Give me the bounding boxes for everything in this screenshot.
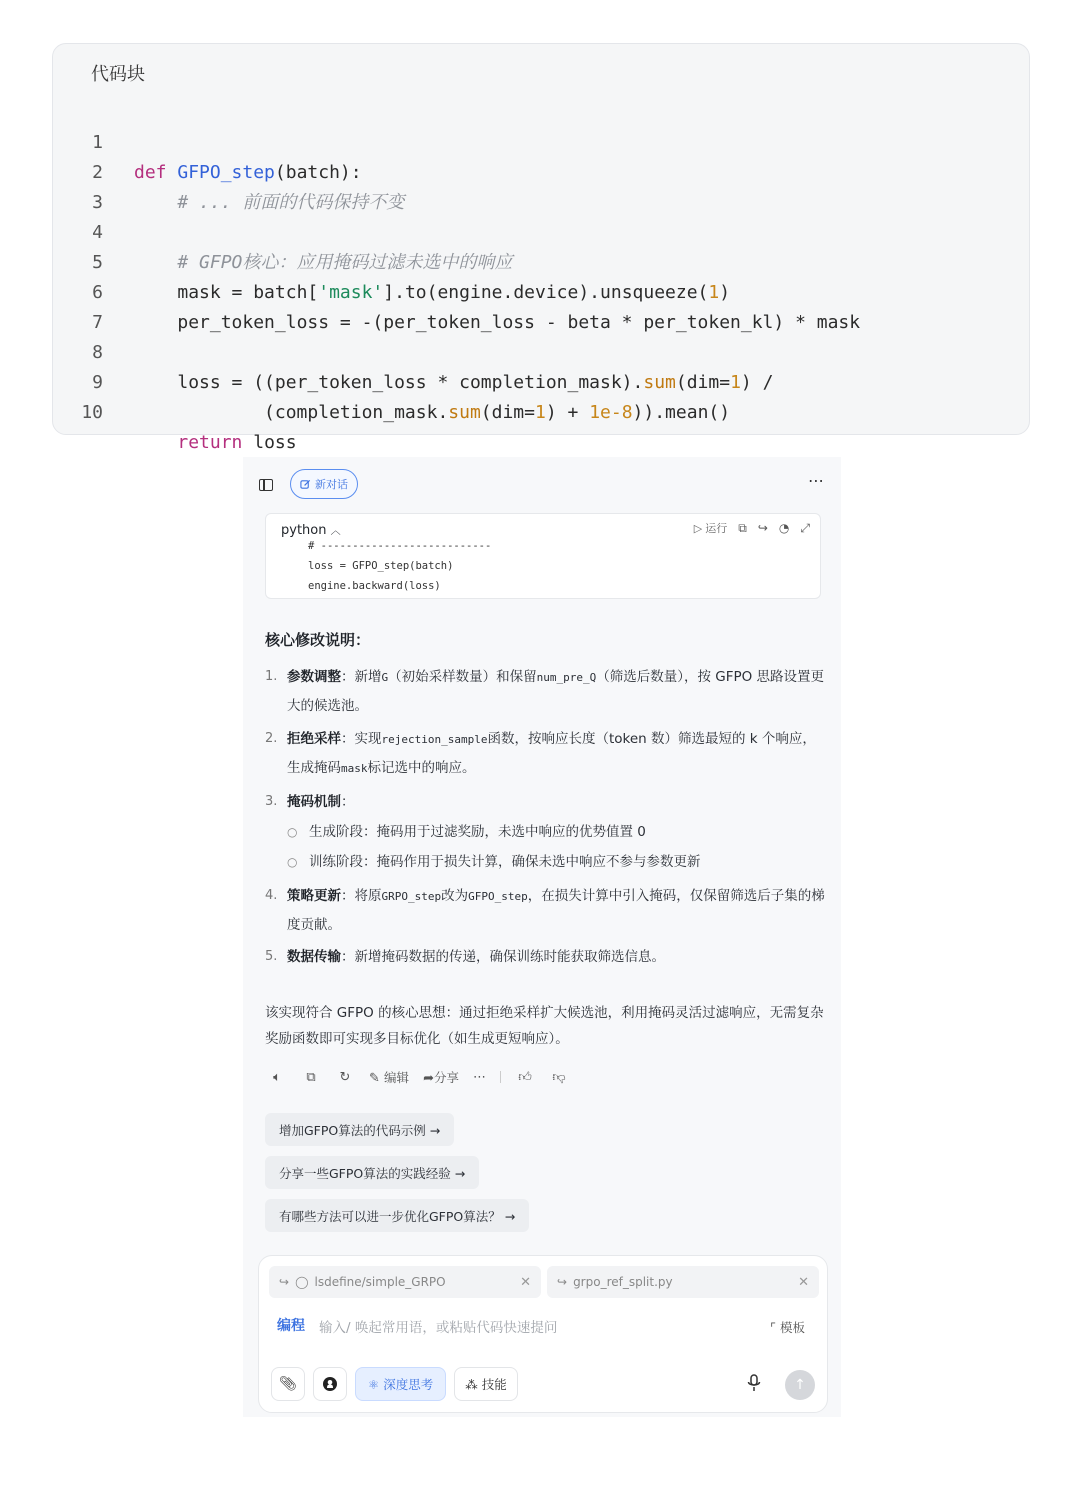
item-text: ：新增掩码数据的传递，确保训练时能获取筛选信息。 — [341, 949, 665, 965]
chat-input-box — [258, 1255, 828, 1413]
sub-list-item — [287, 848, 701, 876]
summary-text: 该实现符合 GFPO 的核心思想：通过拒绝采样扩大候选池，利用掩码灵活过滤响应，无需复杂奖励函数即可实现多目标优化（如生成更短响应）。 — [265, 1005, 824, 1047]
code-token: ) / — [740, 372, 774, 393]
inner-code-block — [265, 513, 821, 599]
reply-icon: ↪ — [557, 1275, 568, 1289]
suggestion-chip[interactable]: 增加GFPO算法的代码示例 → — [265, 1113, 454, 1146]
close-icon[interactable]: ✕ — [520, 1274, 531, 1290]
code-token: ) + — [545, 402, 590, 423]
speaker-icon[interactable]: 🔈︎ — [273, 1069, 281, 1085]
code-token: ].to(engine.device).unsqueeze( — [383, 282, 709, 303]
reply-icon: ↪ — [279, 1275, 290, 1289]
run-button[interactable] — [694, 520, 727, 536]
sub-list-item — [287, 818, 646, 846]
inline-code: num_pre_Q — [536, 671, 597, 684]
sub-item-text: 训练阶段：掩码作用于损失计算，确保未选中响应不参与参数更新 — [309, 854, 701, 870]
divider — [500, 1071, 501, 1083]
apps-icon: ⁂ — [465, 1376, 478, 1392]
code-token: (batch): — [274, 162, 362, 183]
reference-label: lsdefine/simple_GRPO — [314, 1275, 446, 1289]
arrow-up-icon: ↑ — [794, 1377, 806, 1393]
forward-icon[interactable]: ↪ — [757, 521, 768, 535]
item-text: ，在损失计算中引入掩码，仅保留筛选后子集的梯度贡献。 — [287, 888, 825, 933]
line-number: 7 — [92, 312, 103, 333]
sidebar-toggle-icon[interactable] — [259, 479, 273, 491]
reference-label: grpo_ref_split.py — [573, 1275, 673, 1289]
line-number: 3 — [92, 192, 103, 213]
code-toolbar — [694, 520, 810, 536]
github-icon[interactable] — [313, 1367, 347, 1401]
atom-icon: ⚛ — [368, 1376, 380, 1392]
sub-item-text: 生成阶段：掩码用于过滤奖励，未选中响应的优势值置 0 — [309, 824, 646, 840]
send-button[interactable] — [785, 1370, 815, 1400]
deep-think-button[interactable] — [355, 1367, 446, 1401]
line-number: 5 — [92, 252, 103, 273]
chevron-up-icon: ︿ — [330, 526, 341, 537]
bullet-icon: ○ — [287, 825, 298, 839]
list-number: 4. — [265, 888, 278, 903]
message-input[interactable]: 输入/ 唤起常用语，或粘贴代码快速提问 — [319, 1320, 558, 1336]
list-item — [265, 943, 825, 971]
reference-chip-repo[interactable] — [269, 1266, 541, 1298]
expand-icon: ⌜ — [770, 1320, 776, 1335]
line-number: 6 — [92, 282, 103, 303]
item-text: 函数，按响应长度（token 数）筛选最短的 k 个响应，生成掩码 — [287, 731, 816, 776]
share-label: 分享 — [433, 1070, 459, 1085]
item-text: 改为 — [441, 888, 469, 904]
deep-think-label: 深度思考 — [383, 1377, 434, 1392]
skill-button[interactable] — [454, 1367, 518, 1401]
code-token: per_token_loss = -(per_token_loss - beta * per_token_kl) * mask — [177, 312, 861, 333]
code-keyword: return — [177, 432, 243, 453]
item-text: ： — [341, 794, 355, 810]
suggestion-chip[interactable]: 有哪些方法可以进一步优化GFPO算法？ → — [265, 1199, 529, 1232]
code-token: loss — [242, 432, 297, 453]
code-number: 1 — [708, 282, 720, 303]
code-string: 'mask' — [318, 282, 384, 303]
edit-icon — [300, 479, 311, 490]
item-heading: 数据传输 — [287, 949, 341, 965]
inline-code: G — [381, 671, 389, 684]
template-label: 模板 — [779, 1320, 805, 1335]
message-actions — [267, 1068, 569, 1086]
thumbs-up-icon[interactable]: 👍︎ — [518, 1069, 532, 1085]
microphone-icon[interactable] — [747, 1374, 761, 1396]
mode-label[interactable]: 编程 — [277, 1318, 305, 1334]
line-number: 4 — [92, 222, 103, 243]
list-item — [265, 663, 825, 720]
edit-label: 编辑 — [384, 1070, 410, 1085]
code-lines — [53, 98, 1029, 453]
edit-icon: ✎ — [369, 1071, 380, 1086]
line-number: 8 — [92, 342, 103, 363]
item-heading: 策略更新 — [287, 888, 341, 904]
code-token: loss = ((per_token_loss * completion_mask). — [177, 372, 644, 393]
new-chat-label: 新对话 — [315, 478, 348, 491]
close-icon[interactable]: ✕ — [798, 1274, 809, 1290]
inner-code-line: loss = GFPO_step(batch) — [308, 560, 454, 572]
list-item — [265, 725, 825, 783]
list-number: 1. — [265, 669, 278, 684]
more-icon[interactable]: ⋯ — [472, 1069, 486, 1085]
code-token: (completion_mask. — [264, 402, 449, 423]
code-method: sum — [643, 372, 676, 393]
item-text: （初始采样数量）和保留 — [388, 669, 537, 685]
inner-code-line: # --------------------------- — [308, 540, 492, 552]
item-heading: 拒绝采样 — [287, 731, 341, 747]
suggestion-chip[interactable]: 分享一些GFPO算法的实践经验 → — [265, 1156, 479, 1189]
expand-icon[interactable]: ⤢ — [800, 520, 810, 535]
inline-code: GFPO_step — [468, 890, 528, 903]
reference-chip-file[interactable] — [547, 1266, 819, 1298]
copy-icon[interactable]: ⧉ — [738, 520, 747, 535]
code-token: )).mean() — [632, 402, 731, 423]
input-toolbar — [271, 1367, 518, 1401]
code-language: python — [281, 523, 327, 538]
list-number: 3. — [265, 794, 278, 809]
code-line — [53, 308, 1029, 393]
bullet-icon: ○ — [287, 855, 298, 869]
code-token: (dim= — [675, 372, 731, 393]
item-text: ：实现 — [341, 731, 382, 747]
share-icon: ➦ — [423, 1071, 434, 1086]
play-icon: ▷ — [693, 521, 703, 535]
code-token: ) — [719, 282, 731, 303]
inline-code: mask — [341, 762, 368, 775]
code-block-title: 代码块 — [91, 64, 145, 85]
list-item — [265, 788, 825, 816]
thumbs-down-icon[interactable]: 👎︎ — [552, 1069, 566, 1085]
item-heading: 掩码机制 — [287, 794, 341, 810]
code-token: mask = batch[ — [177, 282, 319, 303]
code-number: 1 — [534, 402, 546, 423]
edit-button[interactable] — [369, 1068, 409, 1086]
run-label: 运行 — [705, 522, 728, 535]
code-number: 1 — [730, 372, 741, 393]
more-icon[interactable]: ⋯ — [808, 471, 825, 490]
code-token: (dim= — [480, 402, 535, 423]
code-line — [53, 188, 1029, 273]
list-item — [265, 882, 825, 939]
chat-panel — [243, 457, 841, 1417]
item-text: ：新增 — [341, 669, 382, 685]
item-heading: 参数调整 — [287, 669, 341, 685]
inner-code-line: engine.backward(loss) — [308, 580, 441, 592]
line-number: 2 — [92, 162, 103, 183]
history-icon[interactable]: ◔ — [778, 521, 790, 535]
section-title: 核心修改说明： — [265, 631, 371, 649]
code-block — [52, 43, 1030, 453]
skill-label: 技能 — [481, 1377, 507, 1392]
copy-icon[interactable]: ⧉ — [306, 1069, 316, 1085]
code-token: GFPO_step — [177, 162, 275, 183]
list-number: 5. — [265, 949, 278, 964]
item-text: 标记选中的响应。 — [367, 760, 476, 776]
refresh-icon[interactable]: ↻ — [339, 1069, 351, 1085]
list-number: 2. — [265, 731, 278, 746]
code-number: 1e-8 — [589, 402, 633, 423]
new-chat-button[interactable] — [290, 469, 358, 499]
item-text: ：将原 — [341, 888, 382, 904]
line-number: 9 — [92, 372, 103, 393]
code-line — [53, 98, 1029, 183]
share-button[interactable] — [423, 1068, 459, 1086]
item-text: （筛选后数量），按 GFPO 思路设置更大的候选池。 — [287, 669, 825, 714]
line-number: 1 — [92, 132, 103, 153]
line-number: 10 — [81, 402, 103, 423]
template-button[interactable] — [770, 1318, 805, 1336]
inline-code: rejection_sample — [381, 733, 488, 746]
github-icon: ◯ — [295, 1275, 309, 1289]
code-comment: # GFPO核心：应用掩码过滤未选中的响应 — [177, 252, 513, 273]
inline-code: GRPO_step — [381, 890, 442, 903]
code-method: sum — [448, 402, 481, 423]
attach-icon[interactable]: 📎︎ — [271, 1367, 305, 1401]
code-comment: # ... 前面的代码保持不变 — [177, 192, 405, 213]
code-token: def — [134, 162, 167, 183]
code-language-toggle[interactable] — [281, 522, 341, 538]
